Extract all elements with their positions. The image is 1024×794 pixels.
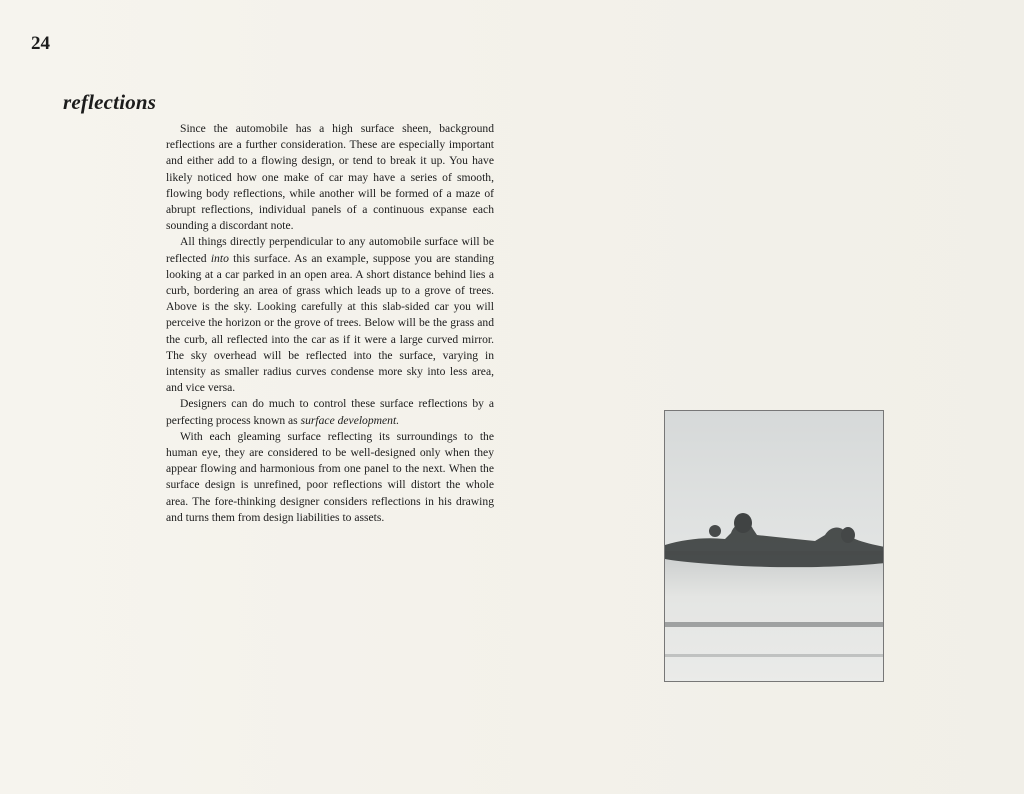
- body-text: [166, 121, 494, 526]
- curb-band: [665, 622, 884, 627]
- paragraph-2: All things directly perpendicular to any automobile surface will be reflected into this surface. As an example, suppose you are standing looking at a car parked in an open area. A short distance behind lies a curb, bordering an area of grass which leads up to a grove of trees. Above is the sky. Looking carefully at this slab-sided car you will perceive the horizon or the grove of trees. Below will be the grass and the curb, all reflected into the car as if it were a large curved mirror. The sky overhead will be reflected into the surface, varying in intensity as smaller radius curves condense more sky into less area, and vice versa.: [166, 235, 494, 395]
- paragraph-4: With each gleaming surface reflecting its surroundings to the human eye, they are considered to be well-designed only when they appear flowing and harmonious from one panel to the next. When the surface design is unrefined, poor reflections will distort the whole area. The fore-thinking designer considers reflections in his drawing and turns them from design liabilities to assets.: [166, 429, 494, 524]
- reflection-illustration: [664, 410, 884, 682]
- tree-clump: [709, 525, 721, 537]
- paragraph-3: Designers can do much to control these surface reflections by a perfecting process known as surface development.: [166, 397, 494, 427]
- tree-clump: [841, 527, 855, 543]
- ground-band: [665, 551, 884, 682]
- page-number: 24: [31, 33, 50, 54]
- paragraph-1: Since the automobile has a high surface sheen, background reflections are a further consideration. These are especially important and either add to a flowing design, or tend to break it up. You have likely noticed how one make of car may have a series of smooth, flowing body reflections, while another will be formed of a maze of abrupt reflections, individual panels of a continuous expanse each sounding a discordant note.: [166, 122, 494, 233]
- tree-clump: [734, 513, 752, 533]
- lower-band: [665, 654, 884, 657]
- reflection-sketch: [665, 411, 884, 682]
- section-title: reflections: [63, 90, 157, 114]
